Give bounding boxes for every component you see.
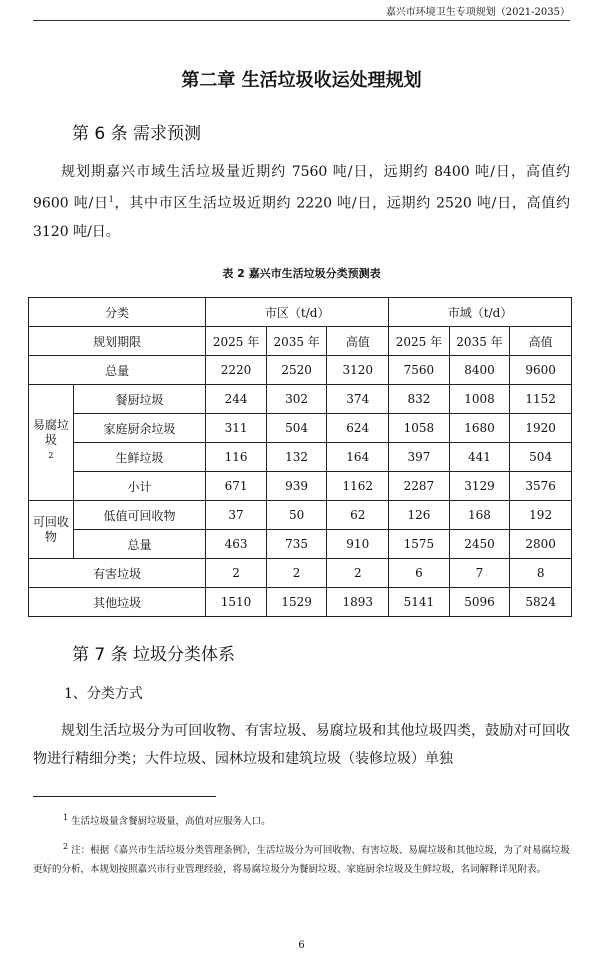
group-perishable: 易腐垃圾 $^2$: [29, 385, 74, 501]
table-row: [29, 356, 572, 385]
table-cell: 7560: [389, 356, 450, 385]
table-cell: 116: [206, 443, 267, 472]
header-period: 规划期限: [29, 327, 206, 356]
article-7-paragraph: 规划生活垃圾分为可回收物、有害垃圾、易腐垃圾和其他垃圾四类，鼓励对可回收物进行精细分类；大件垃圾、园林垃圾和建筑垃圾（装修垃圾）单独: [33, 723, 570, 767]
table-cell: 504: [510, 443, 572, 472]
table-header-row: [29, 298, 572, 327]
table-cell: 910: [327, 530, 389, 559]
table-cell: 50: [266, 501, 327, 530]
table-cell: 1152: [510, 385, 572, 414]
article-6-paragraph: 规划期嘉兴市域生活垃圾量近期约 7560 吨/日，远期约 8400 吨/日，高值约 9600 吨/日$^1$，其中市区生活垃圾近期约 2220 吨/日，远期约 2520 吨/日，高值约 3120 吨/日。: [33, 164, 571, 240]
table-row: [29, 501, 572, 530]
table-cell: 5096: [449, 588, 510, 617]
table-cell: 37: [206, 501, 267, 530]
table-cell: 3129: [449, 472, 510, 501]
table-cell: 939: [266, 472, 327, 501]
table-cell: 3576: [510, 472, 572, 501]
table-cell: 2: [206, 559, 267, 588]
period-cell: 2035 年: [266, 327, 327, 356]
table-cell: 7: [449, 559, 510, 588]
table-cell: 1529: [266, 588, 327, 617]
row-label: 总量: [29, 356, 206, 385]
chapter-title: 第二章 生活垃圾收运处理规划: [181, 70, 422, 91]
row-label: 其他垃圾: [29, 588, 206, 617]
running-header: 嘉兴市环境卫生专项规划（2021-2035）: [33, 6, 570, 21]
period-cell: 2025 年: [206, 327, 267, 356]
page-number: 6: [298, 940, 305, 951]
table-caption: 表 2 嘉兴市生活垃圾分类预测表: [222, 267, 381, 280]
table-cell: 9600: [510, 356, 572, 385]
table-cell: 735: [266, 530, 327, 559]
table-cell: 1162: [327, 472, 389, 501]
table-cell: 8400: [449, 356, 510, 385]
table-cell: 62: [327, 501, 389, 530]
footnote-ref-2[interactable]: 2: [48, 451, 54, 460]
period-cell: 2035 年: [449, 327, 510, 356]
table-cell: 168: [449, 501, 510, 530]
table-cell: 1893: [327, 588, 389, 617]
table-row: [29, 588, 572, 617]
table-cell: 463: [206, 530, 267, 559]
table-row: [29, 559, 572, 588]
table-cell: 1008: [449, 385, 510, 414]
table-row: [29, 472, 572, 501]
period-row: [29, 327, 572, 356]
table-cell: 5141: [389, 588, 450, 617]
period-cell: 高值: [327, 327, 389, 356]
footnote-ref-1[interactable]: 1: [108, 195, 114, 204]
header-category: 分类: [29, 298, 206, 327]
waste-forecast-table: [28, 297, 572, 617]
row-label: 总量: [73, 530, 205, 559]
table-cell: 8: [510, 559, 572, 588]
subheading-classification: 1、分类方式: [64, 686, 143, 702]
period-cell: 高值: [510, 327, 572, 356]
table-cell: 832: [389, 385, 450, 414]
table-cell: 164: [327, 443, 389, 472]
row-label: 餐厨垃圾: [73, 385, 205, 414]
footnote-2: $^2$ 注：根据《嘉兴市生活垃圾分类管理条例》，生活垃圾分为可回收物、有害垃圾、易腐垃圾和其他垃圾，为了对易腐垃圾更好的分析，本规划按照嘉兴市行业管理经验，将易腐垃圾分为餐厨垃圾、家庭厨余垃圾及生鲜垃圾，名词解释详见附表。: [33, 842, 570, 876]
table-cell: 311: [206, 414, 267, 443]
table-cell: 1510: [206, 588, 267, 617]
period-cell: 2025 年: [389, 327, 450, 356]
row-label: 小计: [73, 472, 205, 501]
table-cell: 504: [266, 414, 327, 443]
table-row: [29, 530, 572, 559]
table-row: [29, 385, 572, 414]
table-cell: 671: [206, 472, 267, 501]
table-cell: 2: [327, 559, 389, 588]
table-row: [29, 443, 572, 472]
table-cell: 624: [327, 414, 389, 443]
table-cell: 2800: [510, 530, 572, 559]
group-recyclable: 可回收物: [29, 501, 74, 559]
table-cell: 2: [266, 559, 327, 588]
table-cell: 2220: [206, 356, 267, 385]
table-cell: 2520: [266, 356, 327, 385]
row-label: 生鲜垃圾: [73, 443, 205, 472]
row-label: 有害垃圾: [29, 559, 206, 588]
article-7-title: 第 7 条 垃圾分类体系: [72, 645, 236, 665]
table-cell: 2287: [389, 472, 450, 501]
table-row: [29, 414, 572, 443]
row-label: 低值可回收物: [73, 501, 205, 530]
table-cell: 2450: [449, 530, 510, 559]
table-cell: 6: [389, 559, 450, 588]
table-cell: 374: [327, 385, 389, 414]
footnote-divider: [33, 796, 216, 797]
table-cell: 1058: [389, 414, 450, 443]
table-cell: 244: [206, 385, 267, 414]
footnote-1: $^1$ 生活垃圾量含餐厨垃圾量，高值对应服务人口。: [63, 813, 271, 828]
header-region: 市域（t/d）: [389, 298, 572, 327]
header-city: 市区（t/d）: [206, 298, 389, 327]
table-cell: 5824: [510, 588, 572, 617]
row-label: 家庭厨余垃圾: [73, 414, 205, 443]
table-cell: 397: [389, 443, 450, 472]
table-cell: 192: [510, 501, 572, 530]
table-cell: 3120: [327, 356, 389, 385]
article-6-title: 第 6 条 需求预测: [72, 124, 202, 144]
table-cell: 302: [266, 385, 327, 414]
table-cell: 1680: [449, 414, 510, 443]
table-cell: 1575: [389, 530, 450, 559]
table-cell: 441: [449, 443, 510, 472]
table-cell: 1920: [510, 414, 572, 443]
table-cell: 132: [266, 443, 327, 472]
table-cell: 126: [389, 501, 450, 530]
